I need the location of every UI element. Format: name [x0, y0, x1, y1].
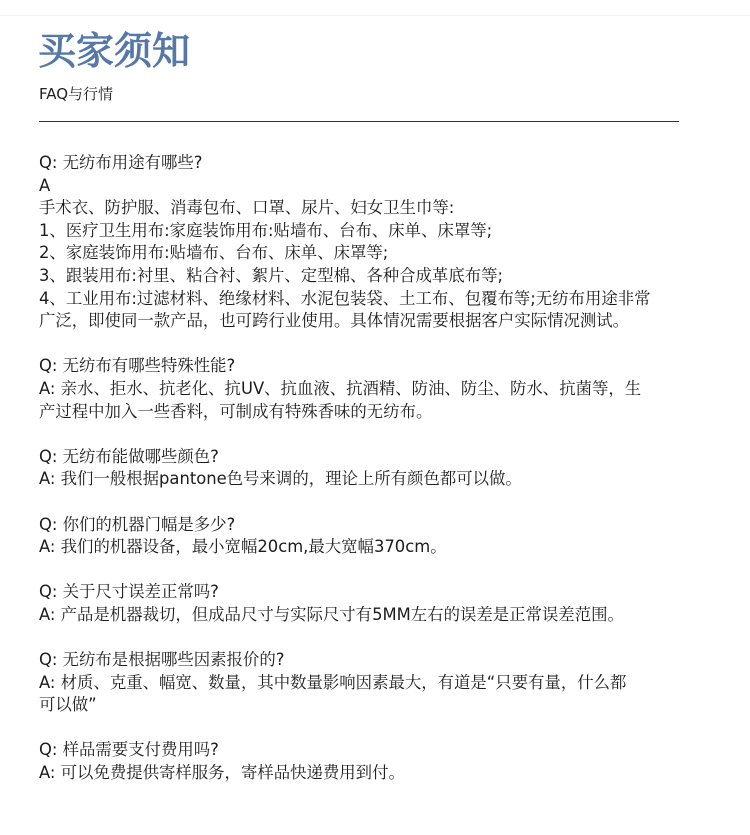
faq-answer-line: A: 亲水、拒水、抗老化、抗UV、抗血液、抗酒精、防油、防尘、防水、抗菌等，生 — [39, 378, 642, 398]
faq-answer-line: 手术衣、防护服、消毒包布、口罩、尿片、妇女卫生巾等: — [39, 198, 455, 218]
faq-item — [39, 446, 739, 491]
faq-question: Q: 无纺布能做哪些颜色? — [39, 446, 219, 466]
faq-answer-line: 广泛，即使同一款产品，也可跨行业使用。具体情况需要根据客户实际情况测试。 — [39, 311, 630, 331]
faq-answer-line: A: 产品是机器裁切，但成品尺寸与实际尺寸有5MM左右的误差是正常误差范围。 — [39, 604, 624, 624]
faq-item — [39, 739, 739, 784]
faq-answer-line: 1、医疗卫生用布:家庭装饰用布:贴墙布、台布、床单、床罩等; — [39, 220, 493, 240]
top-edge-divider — [0, 15, 750, 16]
faq-answer-line: 4、工业用布:过滤材料、绝缘材料、水泥包装袋、土工布、包覆布等;无纺布用途非常 — [39, 288, 651, 308]
faq-item — [39, 355, 739, 423]
faq-item — [39, 152, 739, 333]
faq-question: Q: 无纺布有哪些特殊性能? — [39, 356, 236, 376]
page-title: 买家须知 — [38, 29, 191, 73]
faq-answer-line: A — [39, 175, 51, 195]
page-subtitle: FAQ与行情 — [39, 85, 114, 103]
faq-question: Q: 无纺布用途有哪些? — [39, 153, 203, 172]
faq-question: Q: 关于尺寸误差正常吗? — [39, 582, 219, 602]
faq-item — [39, 649, 739, 717]
faq-question: Q: 你们的机器门幅是多少? — [39, 514, 236, 534]
faq-question: Q: 样品需要支付费用吗? — [39, 740, 219, 760]
faq-answer-line: 可以做” — [39, 695, 97, 715]
faq-answer-line: A: 可以免费提供寄样服务，寄样品快递费用到付。 — [39, 763, 405, 783]
faq-answer-line: A: 材质、克重、幅宽、数量，其中数量影响因素最大，有道是“只要有量，什么都 — [39, 672, 627, 692]
faq-list — [39, 152, 739, 807]
faq-answer-line: 产过程中加入一些香料，可制成有特殊香味的无纺布。 — [39, 401, 433, 421]
faq-answer-line: A: 我们的机器设备，最小宽幅20cm,最大宽幅370cm。 — [39, 537, 447, 557]
faq-item — [39, 581, 739, 626]
faq-answer-line: 2、家庭装饰用布:贴墙布、台布、床单、床罩等; — [39, 243, 389, 263]
faq-answer-line: A: 我们一般根据pantone色号来调的，理论上所有颜色都可以做。 — [39, 469, 522, 489]
faq-item — [39, 514, 739, 559]
faq-answer-line: 3、跟装用布:衬里、粘合衬、絮片、定型棉、各种合成革底布等; — [39, 265, 504, 285]
faq-question: Q: 无纺布是根据哪些因素报价的? — [39, 650, 285, 670]
header-divider — [39, 121, 679, 122]
